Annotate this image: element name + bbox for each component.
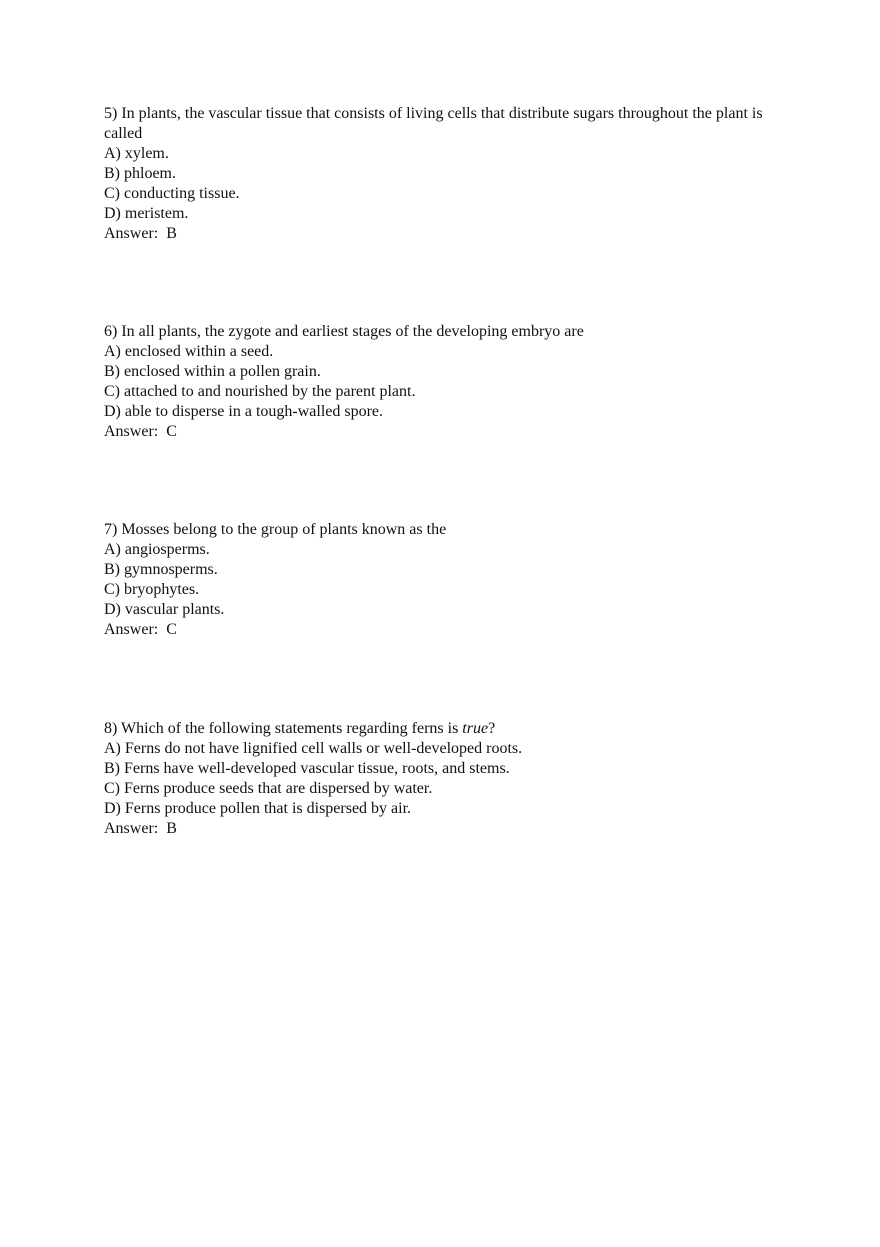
option-c: C) conducting tissue. bbox=[104, 185, 240, 202]
answer-value: C bbox=[166, 423, 177, 440]
option-b: B) enclosed within a pollen grain. bbox=[104, 363, 321, 380]
question-stem bbox=[104, 322, 784, 342]
question-text-end: ? bbox=[488, 720, 496, 737]
option-d: D) vascular plants. bbox=[104, 601, 225, 618]
question-stem bbox=[104, 520, 784, 540]
question-emphasis: true bbox=[462, 720, 489, 737]
question-stem bbox=[104, 719, 784, 739]
answer-label: Answer: bbox=[104, 423, 159, 440]
question-6 bbox=[104, 322, 784, 442]
question-8 bbox=[104, 719, 784, 839]
option-a: A) angiosperms. bbox=[104, 541, 210, 558]
answer-value: B bbox=[166, 225, 177, 242]
answer-line bbox=[104, 819, 784, 839]
option-b: B) gymnosperms. bbox=[104, 561, 218, 578]
answer-label: Answer: bbox=[104, 225, 159, 242]
option-a: A) enclosed within a seed. bbox=[104, 343, 274, 360]
answer-line bbox=[104, 224, 784, 244]
answer-label: Answer: bbox=[104, 820, 159, 837]
answer-line bbox=[104, 422, 784, 442]
question-stem bbox=[104, 104, 784, 144]
option-c: C) attached to and nourished by the parent plant. bbox=[104, 383, 416, 400]
option-d: D) able to disperse in a tough-walled spore. bbox=[104, 403, 384, 420]
option-b: B) phloem. bbox=[104, 165, 176, 182]
option-c: C) bryophytes. bbox=[104, 581, 200, 598]
option-a: A) Ferns do not have lignified cell walls or well-developed roots. bbox=[104, 740, 523, 757]
answer-line bbox=[104, 620, 784, 640]
question-5 bbox=[104, 104, 784, 244]
option-b: B) Ferns have well-developed vascular tissue, roots, and stems. bbox=[104, 760, 510, 777]
question-text: In all plants, the zygote and earliest stages of the developing embryo are bbox=[121, 323, 584, 340]
question-number: 8) bbox=[104, 720, 118, 737]
option-d: D) meristem. bbox=[104, 205, 189, 222]
option-c: C) Ferns produce seeds that are dispersed by water. bbox=[104, 780, 433, 797]
question-7 bbox=[104, 520, 784, 640]
option-d: D) Ferns produce pollen that is dispersed by air. bbox=[104, 800, 412, 817]
question-text: Mosses belong to the group of plants known as the bbox=[121, 521, 447, 538]
question-text: Which of the following statements regarding ferns is bbox=[121, 720, 459, 737]
answer-value: B bbox=[166, 820, 177, 837]
question-text: In plants, the vascular tissue that consists of living cells that distribute sugars throughout the plant is called bbox=[104, 105, 763, 142]
question-number: 6) bbox=[104, 323, 118, 340]
answer-label: Answer: bbox=[104, 621, 159, 638]
question-number: 5) bbox=[104, 105, 118, 122]
option-a: A) xylem. bbox=[104, 145, 169, 162]
question-number: 7) bbox=[104, 521, 118, 538]
answer-value: C bbox=[166, 621, 177, 638]
